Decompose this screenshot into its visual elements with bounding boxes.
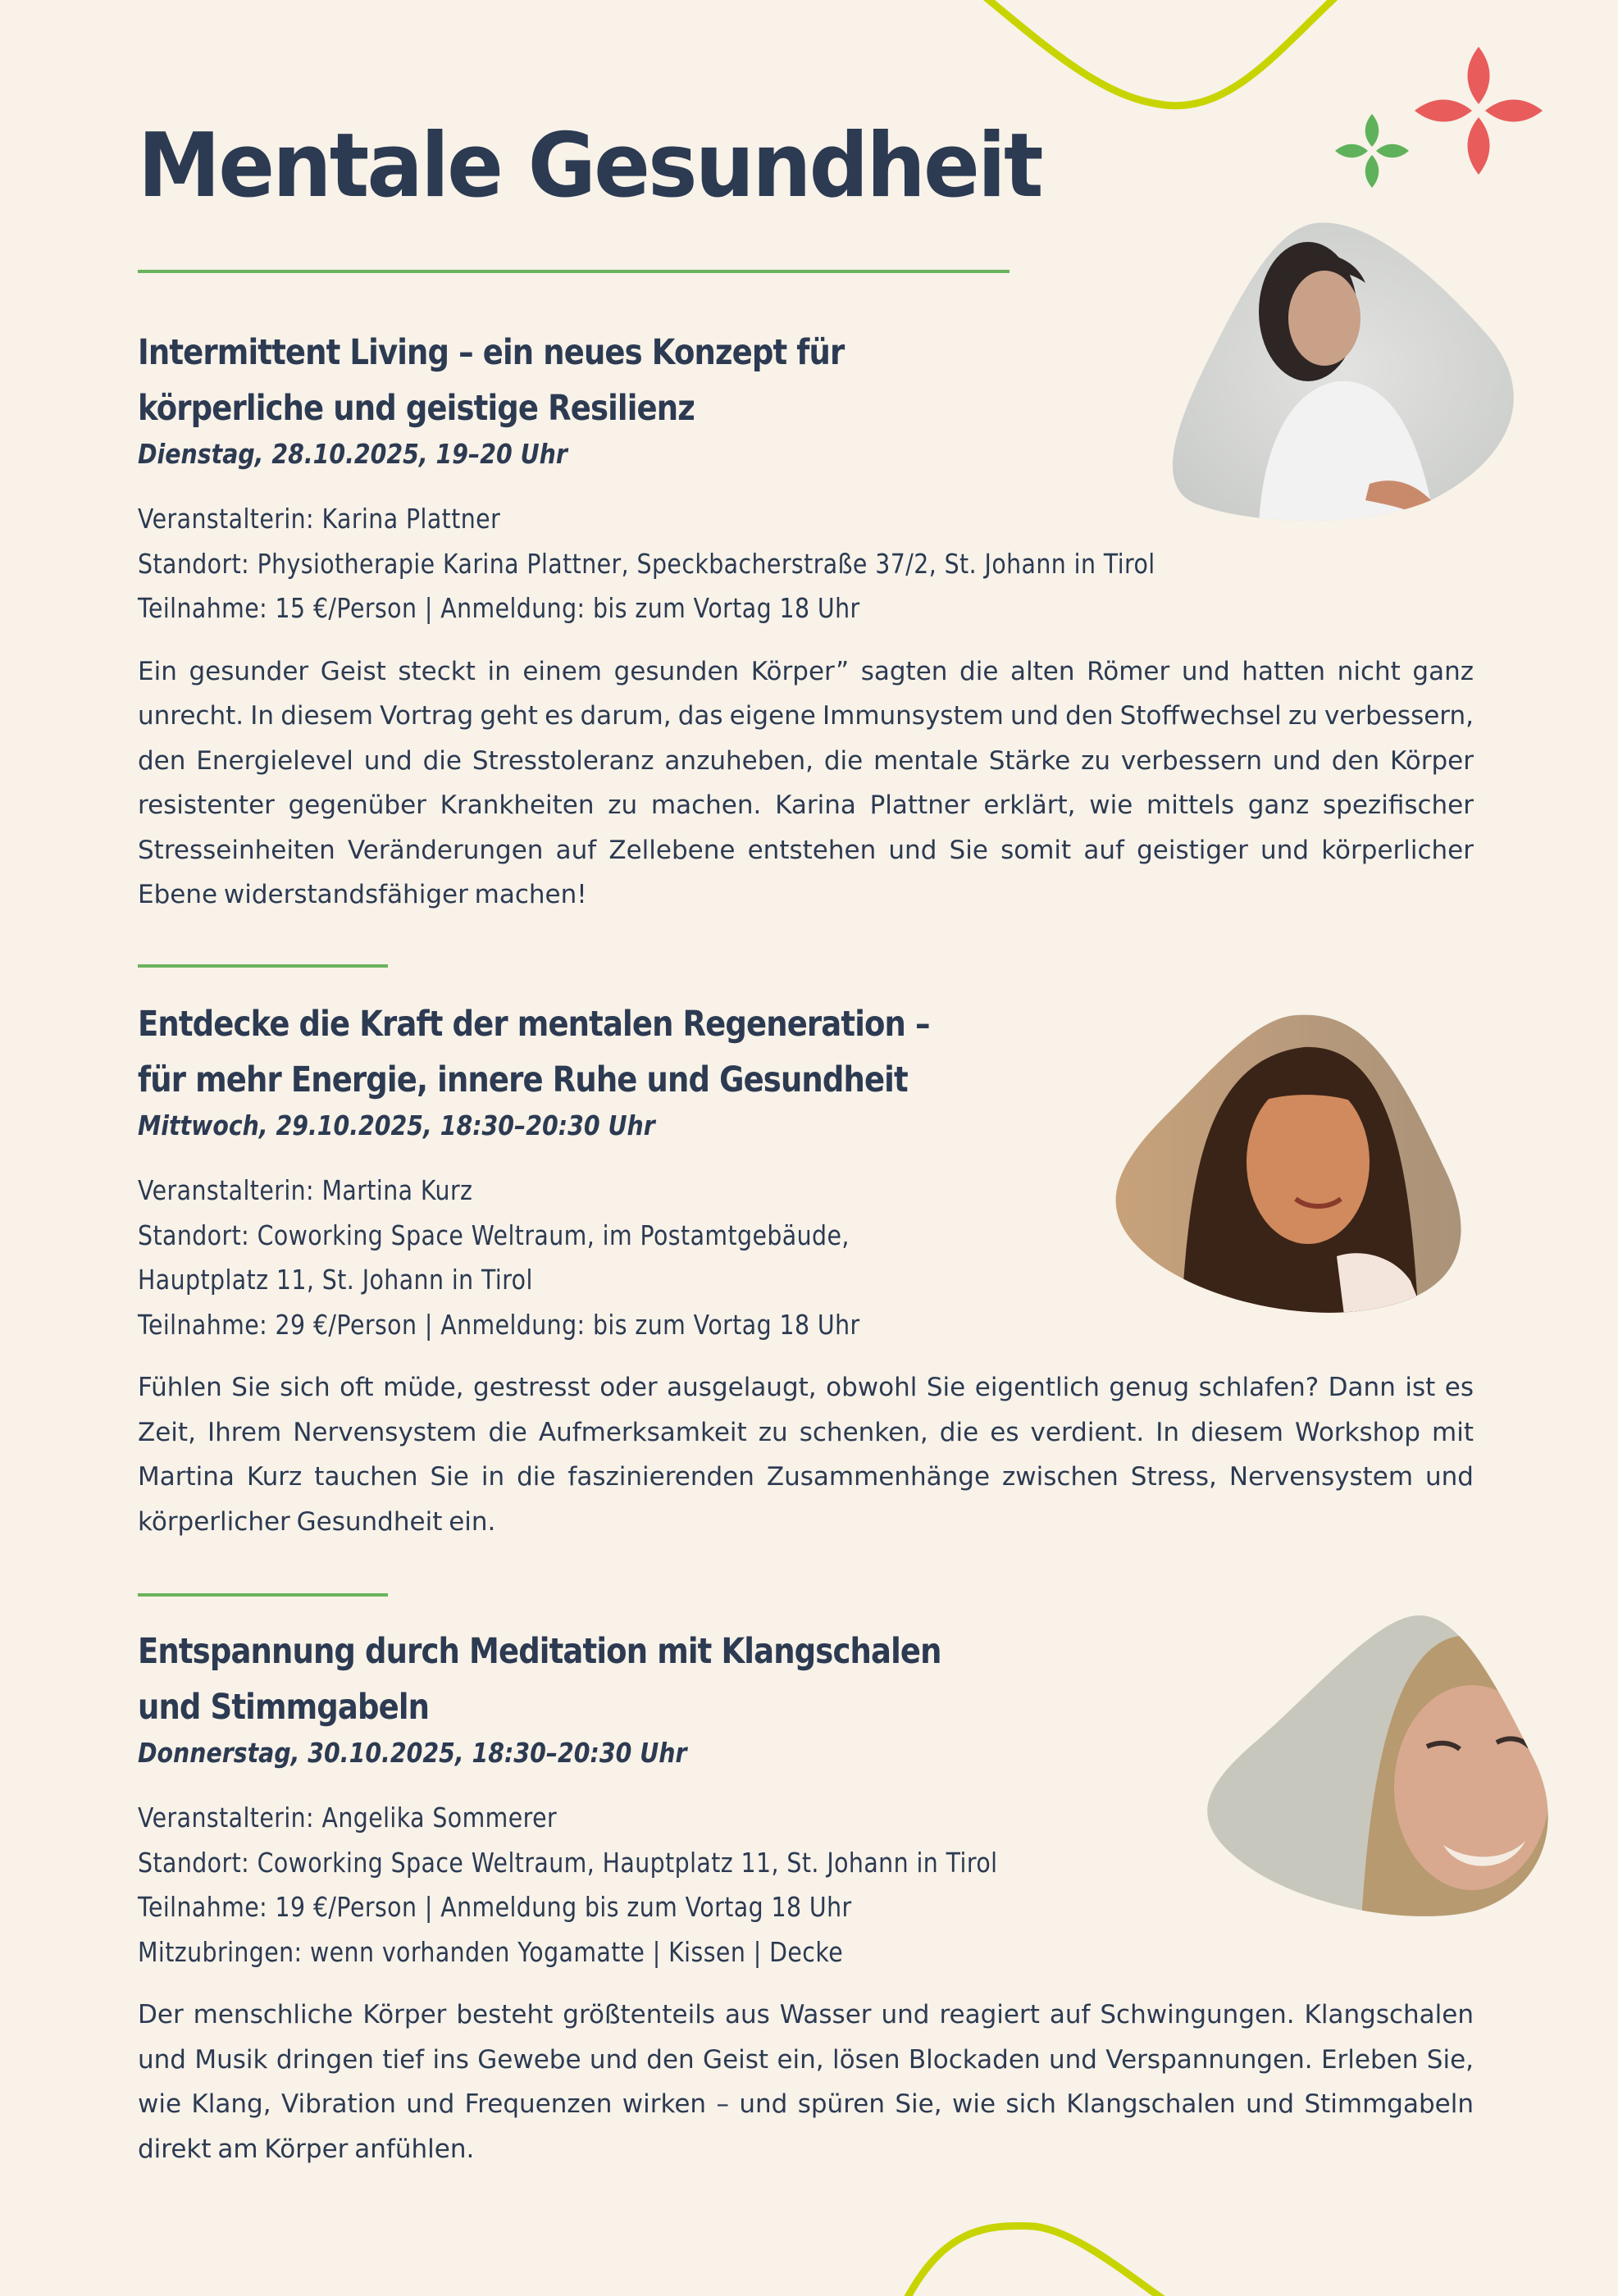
top-wave-curve bbox=[984, 0, 1337, 106]
event-title-line: und Stimmgabeln bbox=[138, 1687, 430, 1728]
event-description: Fühlen Sie sich oft müde, gestresst oder ausgelaugt, obwohl Sie eigentlich genug schlafen? Dann ist es Zeit, Ihrem Nervensystem die Aufmerksamkeit zu schenken, die es verdient. In diesem Workshop mit Martina Kurz tauchen Sie in die faszinierenden Zusammenhänge zwischen Stress, Nervensystem und körperlicher Gesundheit ein. bbox=[138, 1373, 1474, 1537]
bottom-wave-curve bbox=[906, 2225, 1165, 2296]
participation: Teilnahme: 29 €/Person | Anmeldung: bis zum Vortag 18 Uhr bbox=[138, 1308, 860, 1341]
event-date: Donnerstag, 30.10.2025, 18:30–20:30 Uhr bbox=[138, 1737, 687, 1769]
event-title-line: körperliche und geistige Resilienz bbox=[138, 388, 695, 429]
event-title bbox=[138, 325, 984, 436]
location: Standort: Physiotherapie Karina Plattner, Speckbacherstraße 37/2, St. Johann in Tirol bbox=[138, 547, 1155, 580]
event-title-line: für mehr Energie, innere Ruhe und Gesundheit bbox=[138, 1059, 908, 1100]
event-date: Mittwoch, 29.10.2025, 18:30–20:30 Uhr bbox=[138, 1109, 655, 1141]
event-meta bbox=[138, 497, 1474, 631]
event-intermittent-living bbox=[138, 325, 1474, 943]
organizer: Veranstalterin: Angelika Sommerer bbox=[138, 1802, 558, 1834]
title-divider bbox=[138, 270, 1010, 273]
organizer: Veranstalterin: Karina Plattner bbox=[138, 503, 501, 535]
red-flower-icon bbox=[1415, 47, 1543, 175]
green-flower-icon bbox=[1335, 114, 1409, 188]
event-date: Dienstag, 28.10.2025, 19–20 Uhr bbox=[138, 438, 567, 470]
section-divider bbox=[138, 964, 388, 968]
event-mentale-regeneration bbox=[138, 996, 1474, 1569]
section-divider bbox=[138, 1593, 388, 1597]
location-address: Hauptplatz 11, St. Johann in Tirol bbox=[138, 1264, 533, 1296]
location: Standort: Coworking Space Weltraum, im Postamtgebäude, bbox=[138, 1219, 850, 1251]
event-title-line: Intermittent Living – ein neues Konzept für bbox=[138, 332, 845, 373]
event-title-line: Entspannung durch Meditation mit Klangschalen bbox=[138, 1631, 941, 1672]
event-meta bbox=[138, 1796, 1474, 1975]
participation: Teilnahme: 19 €/Person | Anmeldung bis zum Vortag 18 Uhr bbox=[138, 1891, 852, 1923]
location: Standort: Coworking Space Weltraum, Hauptplatz 11, St. Johann in Tirol bbox=[138, 1846, 998, 1879]
organizer: Veranstalterin: Martina Kurz bbox=[138, 1174, 473, 1206]
page-title: Mentale Gesundheit bbox=[138, 115, 1041, 217]
event-description: Der menschliche Körper besteht größtenteils aus Wasser und reagiert auf Schwingungen. Klangschalen und Musik dringen tief ins Gewebe und den Geist ein, lösen Blockaden und Verspannungen. Erleben Sie, wie Klang, Vibration und Frequenzen wirken – und spüren Sie, wie sich Klangschalen und Stimmgabeln direkt am Körper anfühlen. bbox=[138, 2000, 1474, 2164]
event-description: Ein gesunder Geist steckt in einem gesunden Körper” sagten die alten Römer und hatten nicht ganz unrecht. In diesem Vortrag geht es darum, das eigene Immunsystem und den Stoffwechsel zu verbessern, den Energielevel und die Stresstoleranz anzuheben, die mentale Stärke zu verbessern und den Körper resistenter gegenüber Krankheiten zu machen. Karina Plattner erklärt, wie mittels ganz spezifischer Stresseinheiten Veränderungen auf Zellebene entstehen und Sie somit auf geistiger und körperlicher Ebene widerstandsfähiger machen! bbox=[138, 656, 1474, 909]
event-title bbox=[138, 1624, 984, 1735]
event-title bbox=[138, 996, 984, 1108]
event-title-line: Entdecke die Kraft der mentalen Regeneration – bbox=[138, 1004, 930, 1045]
event-meta bbox=[138, 1168, 1474, 1347]
what-to-bring: Mitzubringen: wenn vorhanden Yogamatte | Kissen | Decke bbox=[138, 1935, 844, 1968]
participation: Teilnahme: 15 €/Person | Anmeldung: bis zum Vortag 18 Uhr bbox=[138, 592, 860, 624]
event-klangschalen-meditation bbox=[138, 1624, 1474, 2197]
